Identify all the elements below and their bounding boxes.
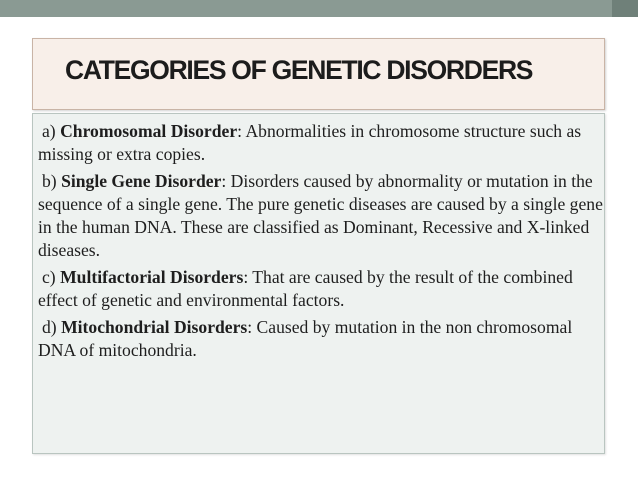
item-description: : Abnormalities in chromosome structure such as missing or extra copies. xyxy=(38,121,582,164)
list-item-multifactorial xyxy=(38,266,603,312)
item-prefix: d) xyxy=(42,317,62,337)
list-item-mitochondrial xyxy=(38,316,603,362)
top-decorative-bar xyxy=(0,0,638,17)
list-item-single-gene xyxy=(38,170,603,262)
item-term: Single Gene Disorder xyxy=(61,171,222,191)
item-prefix: b) xyxy=(42,171,62,191)
item-prefix: c) xyxy=(42,267,61,287)
slide-title: CATEGORIES OF GENETIC DISORDERS xyxy=(65,55,533,85)
item-prefix: a) xyxy=(42,121,61,141)
list-item-chromosomal xyxy=(38,120,603,166)
title-panel xyxy=(32,38,605,110)
content-panel xyxy=(32,113,605,454)
item-description: : Disorders caused by abnormality or mutation in the sequence of a single gene. The pure genetic diseases are caused by a single gene in the human DNA. These are classified as Dominant, Recessive and X-linked diseases. xyxy=(38,171,603,260)
item-term: Mitochondrial Disorders xyxy=(61,317,248,337)
item-description: : Caused by mutation in the non chromosomal DNA of mitochondria. xyxy=(38,317,573,360)
item-description: : That are caused by the result of the combined effect of genetic and environmental factors. xyxy=(38,267,573,310)
item-term: Chromosomal Disorder xyxy=(60,121,238,141)
disorder-list xyxy=(38,120,603,366)
item-term: Multifactorial Disorders xyxy=(60,267,244,287)
top-bar-accent xyxy=(612,0,638,17)
